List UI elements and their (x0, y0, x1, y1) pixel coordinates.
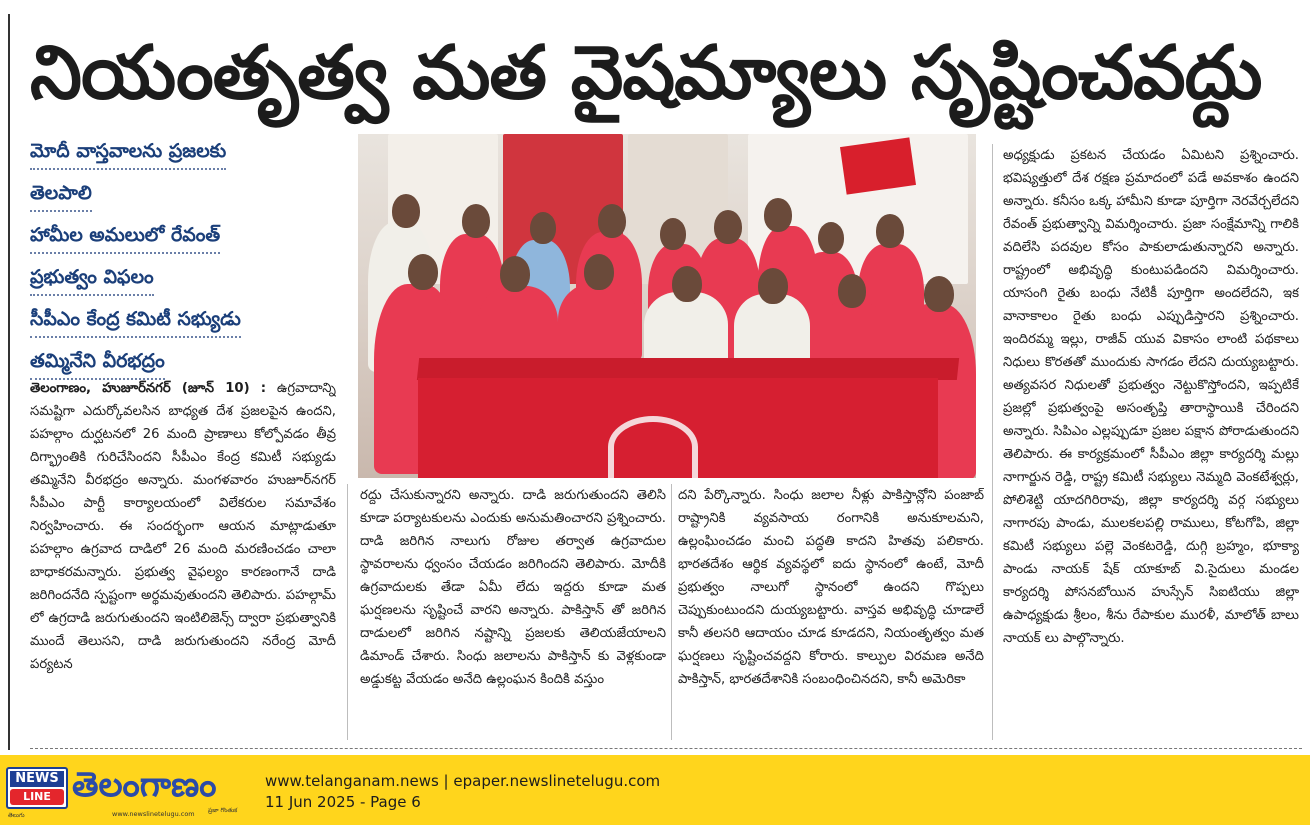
subhead-line: ప్రభుత్వం విఫలం (30, 262, 154, 296)
person-face (924, 276, 954, 312)
subhead-line: తమ్మినేని వీరభద్రం (30, 346, 165, 380)
person-face (660, 218, 686, 250)
footer-divider (30, 748, 1302, 749)
subheads (30, 136, 350, 388)
logo-news-text: NEWS (10, 771, 64, 787)
dateline: తెలంగాణం, హుజూర్‌నగర్ (జూన్ 10) : (30, 381, 267, 396)
article-text: ఉగ్రవాదాన్ని సమష్టిగా ఎదుర్కోవలసిన బాధ్యత దేశ ప్రజలపైన ఉందని, పహల్గాం దుర్ఘటనలో 26 మంది ప్రాణాలు కోల్పోవడం తీవ్ర దిగ్భ్రాంతికి గురిచేసిందని సీపీఎం కేంద్ర కమిటీ సభ్యుడు తమ్మినేని వీరభద్రం అన్నారు. మంగళవారం హుజూర్‌నగర్ సీపీఎం పార్టీ కార్యాలయంలో విలేకరుల సమావేశం నిర్వహించారు. ఈ సందర్భంగా ఆయన మాట్లాడుతూ పహల్గాం ఉగ్రవాద దాడిలో 26 మంది మరణించడం చాలా బాధాకరమన్నారు. ప్రభుత్వ వైఫల్యం కారణంగానే దాడి జరిగిందనేది స్పష్టంగా అర్థమవుతుందని తెలిపారు. పహల్గామ్ లో ఉగ్రదాడి జరుగుతుందని ఇంటిలిజెన్స్ ద్వారా ప్రభుత్వానికి ముందే తెలుసని, దాడి జరుగుతుందని నరేంద్ర మోదీ పర్యటన (30, 381, 336, 672)
column-divider (671, 484, 672, 740)
left-column-rule (8, 14, 10, 750)
subhead-line: హామీల అమలులో రేవంత్ (30, 220, 220, 254)
person-face (462, 204, 490, 238)
subhead-line: మోదీ వాస్తవాలను ప్రజలకు (30, 136, 226, 170)
person-face (764, 198, 792, 232)
headline: నియంతృత్వ మత వైషమ్యాలు సృష్టించవద్దు (30, 30, 1262, 116)
logo-line-text: LINE (10, 789, 64, 805)
person-face (530, 212, 556, 244)
subhead-line: సీపీఎం కేంద్ర కమిటీ సభ్యుడు (30, 304, 241, 338)
footer-links[interactable]: www.telanganam.news | epaper.newslinetelugu.com (265, 772, 661, 790)
person-face (818, 222, 844, 254)
person-face (500, 256, 530, 292)
brand-name: తెలంగాణం (72, 765, 217, 805)
footer-date-page: 11 Jun 2025 - Page 6 (265, 793, 421, 811)
article-text: దని పేర్కొన్నారు. సింధు జలాల నీళ్లు పాకిస్తాన్లోని పంజాబ్ రాష్ట్రానికి వ్యవసాయ రంగానికి అనుకూలమని, ఉల్లంఘించడం మంచి పద్ధతి కాదని హితవు పలికారు. భారతదేశం ఆర్థిక వ్యవస్థలో ఐదు స్థానంలో ఉంటే, మోదీ ప్రభుత్వం నాలుగో స్థానంలో ఉందని గొప్పలు చెప్పుకుంటుందని దుయ్యబట్టారు. వాస్తవ అభివృద్ధి చూడాలే కానీ తలసరి ఆదాయం చూడ కూడదని, నియంతృత్వం మత ఘర్షణలు సృష్టించవద్దని కోరారు. కాల్పుల విరమణ అనేది పాకిస్తాన్, భారతదేశానికి సంబంధించినదని, కానీ అమెరికా (678, 488, 984, 687)
person-face (876, 214, 904, 248)
logo-subtitle: తెలుగు (8, 812, 25, 819)
person-face (584, 254, 614, 290)
person-face (598, 204, 626, 238)
person-face (714, 210, 742, 244)
person-face (838, 274, 866, 308)
press-meet-photo (358, 134, 976, 478)
table-top (417, 358, 959, 380)
person-face (392, 194, 420, 228)
footer-bar (0, 755, 1310, 825)
article-column-2 (360, 484, 666, 740)
party-flag (840, 137, 916, 194)
subhead-line: తెలపాలి (30, 178, 92, 212)
article-column-3 (678, 484, 984, 740)
brand-tagline: ప్రజా గొంతుక (208, 807, 238, 814)
person-face (408, 254, 438, 290)
column-divider (347, 484, 348, 740)
brand-url: www.newslinetelugu.com (112, 810, 195, 818)
article-text: అధ్యక్షుడు ప్రకటన చేయడం ఏమిటని ప్రశ్నించారు. భవిష్యత్తులో దేశ రక్షణ ప్రమాదంలో పడే అవకాశం ఉందని అన్నారు. కనీసం ఒక్క హామీని కూడా పూర్తిగా నెరవేర్చలేదని రేవంత్ ప్రభుత్వాన్ని విమర్శించారు. ప్రజా సంక్షేమాన్ని గాలికి వదిలేసి పదవుల కోసం పాకులాడుతున్నారని అన్నారు. రాష్ట్రంలో అభివృద్ధి కుంటుపడిందని విమర్శించారు. యాసంగి రైతు బంధు నేటికీ పూర్తిగా అందలేదని, ఇక వానాకాలం రైతు బంధు ఎప్పుడిస్తారని ప్రశ్నించారు. ఇందిరమ్మ ఇల్లు, రాజీవ్ యువ వికాసం లాంటి పథకాలు నిధులు కొరతతో ముందుకు సాగడం లేదని దుయ్యబట్టారు. అత్యవసర నిధులతో ప్రభుత్వం నెట్టుకొస్తోందని, ఇప్పటికే ప్రజల్లో ప్రభుత్వంపై అసంతృప్తి తారాస్థాయికి చేరిందని అన్నారు. సిపిఎం ఎల్లప్పుడూ ప్రజల పక్షాన పోరాడుతుందని తెలిపారు. ఈ కార్యక్రమంలో సీపీఎం జిల్లా కార్యదర్శి మల్లు నాగార్జున రెడ్డి, రాష్ట్ర కమిటీ సభ్యులు నెమ్మది వెంకటేశ్వర్లు, పోలిశెట్టి యాదగిరిరావు, జిల్లా కార్యదర్శి వర్గ సభ్యులు నాగారపు పాండు, ములకలపల్లి రాములు, కోటగోపి, జిల్లా కమిటీ సభ్యులు పల్లె వెంకటరెడ్డి, దుగ్గి బ్రహ్మం, భూక్యా పాండు నాయక్ షేక్ యాకూబ్ వి.సైదులు మండల కార్యదర్శి పోసనబోయిన హుస్సేన్ సిఐటియు జిల్లా ఉపాధ్యక్షుడు శ్రీలం, శీను రేపాకుల మురళీ, మాలోత్ బాలు నాయక్ లు పాల్గొన్నారు. (1003, 148, 1299, 646)
article-column-4 (1003, 144, 1299, 740)
article-text: రద్దు చేసుకున్నారని అన్నారు. దాడి జరుగుతుందని తెలిసి కూడా పర్యాటకులను ఎందుకు అనుమతించారని ప్రశ్నించారు. దాడి జరిగిన నాలుగు రోజుల తర్వాత ఉగ్రవాదుల స్థావరాలను ధ్వంసం చేయడం జరిగిందని తెలిపారు. మోదీకి ఉగ్రవాదులకు తేడా ఏమీ లేదు ఇద్దరు కూడా మత ఘర్షణలను సృష్టించే వారని అన్నారు. పాకిస్తాన్ తో జరిగిన దాడులలో జరిగిన నష్టాన్ని ప్రజలకు తెలియజేయాలని డిమాండ్ చేశారు. సింధు జలాలను పాకిస్తాన్ కు వెళ్లకుండా అడ్డుకట్ట వేయడం అనేది ఉల్లంఘన కిందికి వస్తుం (360, 488, 666, 687)
hammer-sickle-emblem (608, 416, 698, 478)
newsline-logo (6, 767, 68, 809)
column-divider (992, 144, 993, 740)
person-face (672, 266, 702, 302)
article-column-1 (30, 377, 336, 739)
person-face (758, 268, 788, 304)
